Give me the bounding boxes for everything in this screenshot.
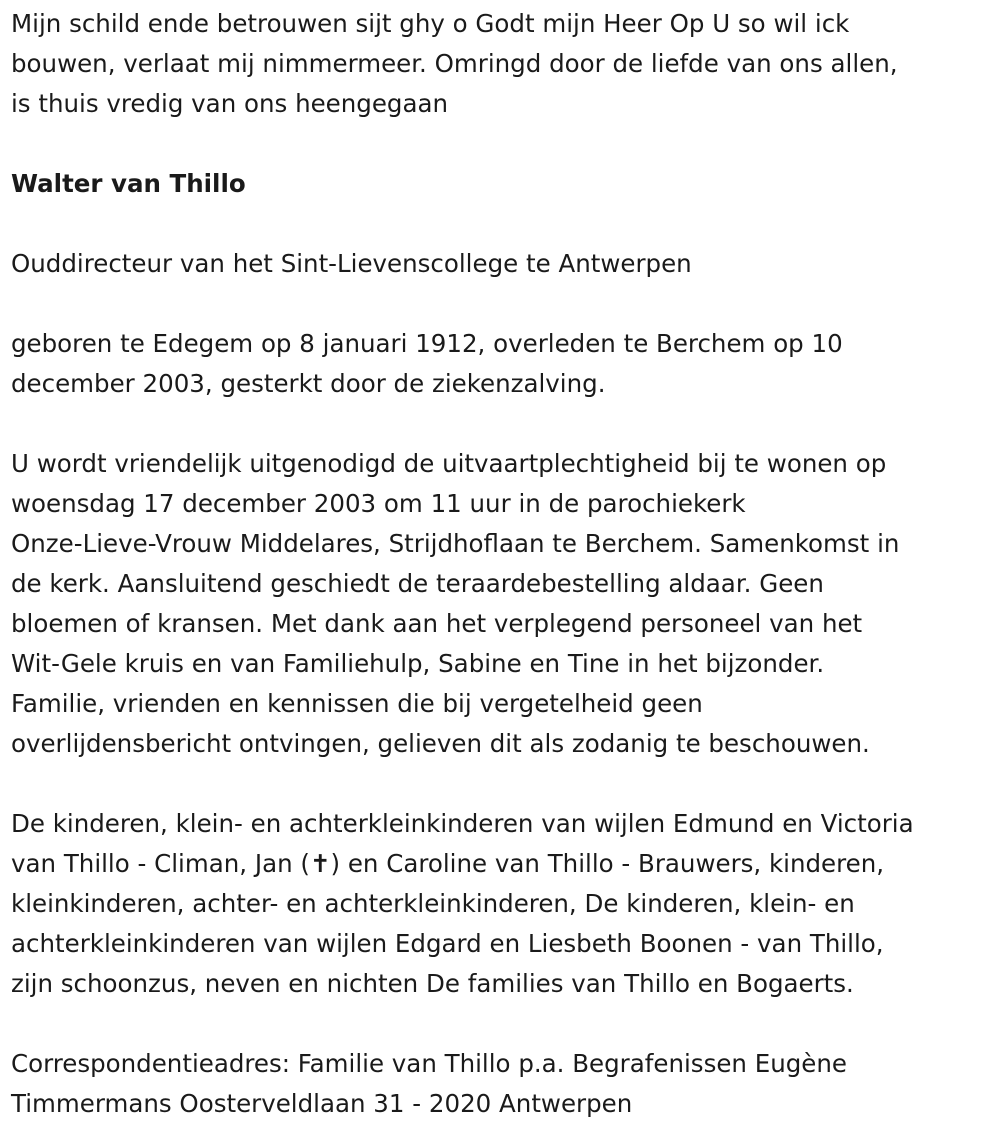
life-dates-line: december 2003, gesterkt door de ziekenzalving. (11, 369, 606, 398)
family-line: achterkleinkinderen van wijlen Edgard en Liesbeth Boonen - van Thillo, (11, 929, 884, 958)
address-line: Timmermans Oosterveldlaan 31 - 2020 Antwerpen (11, 1089, 633, 1118)
family-line: zijn schoonzus, neven en nichten De families van Thillo en Bogaerts. (11, 969, 854, 998)
invitation-line: de kerk. Aansluitend geschiedt de teraardebestelling aldaar. Geen (11, 569, 824, 598)
family-line (11, 844, 991, 884)
invitation-line: Wit-Gele kruis en van Familiehulp, Sabine en Tine in het bijzonder. (11, 649, 825, 678)
family-paragraph (11, 804, 991, 1004)
cross-icon: ✝ (309, 849, 331, 878)
verse-line: Mijn schild ende betrouwen sijt ghy o Godt mijn Heer Op U so wil ick (11, 9, 850, 38)
life-dates-paragraph (11, 324, 991, 404)
family-line-text: ) en Caroline van Thillo - Brauwers, kinderen, (330, 849, 885, 878)
family-line: kleinkinderen, achter- en achterkleinkinderen, De kinderen, klein- en (11, 889, 855, 918)
invitation-line: woensdag 17 december 2003 om 11 uur in de parochiekerk (11, 489, 746, 518)
address-line: Correspondentieadres: Familie van Thillo p.a. Begrafenissen Eugène (11, 1049, 847, 1078)
family-line: De kinderen, klein- en achterkleinkinderen van wijlen Edmund en Victoria (11, 809, 914, 838)
invitation-line: overlijdensbericht ontvingen, gelieven dit als zodanig te beschouwen. (11, 729, 870, 758)
death-notice (11, 4, 991, 1124)
invitation-line: Familie, vrienden en kennissen die bij vergetelheid geen (11, 689, 703, 718)
invitation-line: U wordt vriendelijk uitgenodigd de uitvaartplechtigheid bij te wonen op (11, 449, 887, 478)
verse-paragraph (11, 4, 991, 124)
family-line-text: van Thillo - Climan, Jan ( (11, 849, 310, 878)
invitation-line: bloemen of kransen. Met dank aan het verplegend personeel van het (11, 609, 863, 638)
deceased-title: Ouddirecteur van het Sint-Lievenscollege te Antwerpen (11, 249, 692, 278)
deceased-name: Walter van Thillo (11, 169, 246, 198)
deceased-name-paragraph (11, 164, 991, 204)
title-paragraph (11, 244, 991, 284)
invitation-paragraph (11, 444, 991, 764)
verse-line: bouwen, verlaat mij nimmermeer. Omringd door de liefde van ons allen, (11, 49, 898, 78)
life-dates-line: geboren te Edegem op 8 januari 1912, overleden te Berchem op 10 (11, 329, 843, 358)
verse-line: is thuis vredig van ons heengegaan (11, 89, 449, 118)
address-paragraph (11, 1044, 991, 1124)
invitation-line: Onze-Lieve-Vrouw Middelares, Strijdhoflaan te Berchem. Samenkomst in (11, 529, 900, 558)
